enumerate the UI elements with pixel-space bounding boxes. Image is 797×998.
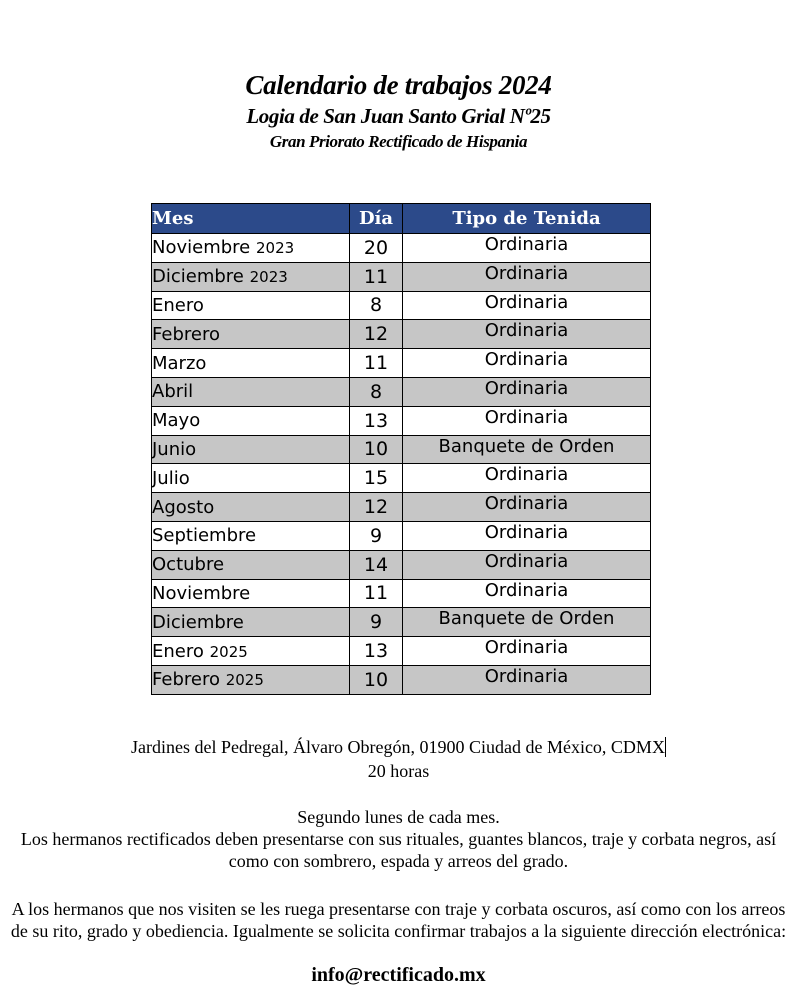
priory-name: Gran Priorato Rectificado de Hispania [269, 132, 528, 151]
month-year: 2025 [209, 642, 248, 661]
cell-tipo: Ordinaria [403, 579, 651, 608]
cell-mes [152, 262, 350, 291]
cell-dia: 10 [350, 435, 403, 464]
month-name: Enero [152, 640, 204, 662]
cell-dia: 12 [350, 320, 403, 349]
table-row [152, 637, 651, 666]
month-year: 2023 [255, 239, 295, 258]
cell-tipo: Ordinaria [403, 637, 651, 666]
cell-mes [152, 464, 350, 493]
table-row [152, 550, 651, 579]
cell-dia: 9 [350, 521, 403, 550]
table-row [152, 665, 651, 694]
cell-dia: 10 [350, 665, 403, 694]
cell-mes [152, 435, 350, 464]
cell-tipo: Ordinaria [403, 234, 651, 263]
requirements-text: Los hermanos rectificados deben presentarse con sus rituales, guantes blancos, traje y corbata negros, así como con sombrero, espada y arreos del grado. [20, 829, 777, 871]
cell-mes [152, 521, 350, 550]
cell-mes [152, 608, 350, 637]
month-name: Enero [152, 294, 204, 316]
cell-tipo: Ordinaria [403, 291, 651, 320]
month-name: Junio [152, 438, 197, 460]
header-dia: Día [350, 204, 403, 234]
cell-mes [152, 550, 350, 579]
cell-mes [152, 320, 350, 349]
cell-tipo: Ordinaria [403, 493, 651, 522]
cell-mes [152, 291, 350, 320]
cell-mes [152, 234, 350, 263]
calendar-table [151, 203, 651, 695]
cell-mes [152, 406, 350, 435]
table-row [152, 377, 651, 406]
cell-mes [152, 665, 350, 694]
table-row [152, 234, 651, 263]
cell-dia: 13 [350, 637, 403, 666]
cell-dia: 15 [350, 464, 403, 493]
document-title: Calendario de trabajos 2024 [245, 70, 552, 100]
cell-tipo: Ordinaria [403, 464, 651, 493]
month-name: Julio [152, 467, 190, 489]
cell-mes [152, 349, 350, 378]
schedule-line: Segundo lunes de cada mes. [297, 807, 500, 827]
cell-mes [152, 377, 350, 406]
table-row [152, 493, 651, 522]
cell-tipo: Ordinaria [403, 262, 651, 291]
cell-mes [152, 637, 350, 666]
hours: 20 horas [367, 761, 430, 781]
address-text: Jardines del Pedregal, Álvaro Obregón, 01900 Ciudad de México, CDMX [131, 737, 665, 757]
cell-dia: 12 [350, 493, 403, 522]
cell-tipo: Ordinaria [403, 521, 651, 550]
table-header-row [152, 204, 651, 234]
table-row [152, 320, 651, 349]
cell-dia: 8 [350, 291, 403, 320]
month-name: Febrero [152, 669, 220, 691]
month-name: Diciembre [152, 611, 244, 633]
month-name: Octubre [152, 554, 225, 576]
cell-dia: 11 [350, 262, 403, 291]
month-year: 2023 [249, 268, 288, 287]
cell-tipo: Ordinaria [403, 320, 651, 349]
table-row [152, 579, 651, 608]
cell-mes [152, 493, 350, 522]
text-cursor [665, 737, 666, 757]
month-name: Marzo [152, 352, 207, 374]
cell-tipo: Banquete de Orden [403, 608, 651, 637]
table-row [152, 608, 651, 637]
table-row [152, 521, 651, 550]
month-name: Noviembre [152, 582, 251, 604]
month-name: Diciembre [152, 266, 244, 288]
cell-tipo: Banquete de Orden [403, 435, 651, 464]
cell-dia: 8 [350, 377, 403, 406]
month-year: 2025 [225, 671, 264, 690]
table-row [152, 291, 651, 320]
visitors-paragraph: A los hermanos que nos visiten se les ruega presentarse con traje y corbata oscuros, así como con los arreos de su rito, grado y obediencia. Igualmente se solicita confirmar trabajos a la siguiente dirección electrónica: [10, 899, 787, 941]
month-name: Mayo [152, 410, 201, 432]
lodge-name: Logia de San Juan Santo Grial Nº25 [246, 104, 551, 128]
month-name: Noviembre [152, 237, 251, 259]
header-tipo: Tipo de Tenida [403, 204, 651, 234]
cell-dia: 14 [350, 550, 403, 579]
cell-dia: 11 [350, 349, 403, 378]
cell-tipo: Ordinaria [403, 550, 651, 579]
cell-dia: 11 [350, 579, 403, 608]
month-name: Febrero [152, 323, 220, 345]
contact-email[interactable]: info@rectificado.mx [311, 964, 486, 986]
table-row [152, 262, 651, 291]
cell-dia: 9 [350, 608, 403, 637]
table-row [152, 435, 651, 464]
header-mes: Mes [152, 204, 350, 234]
table-row [152, 464, 651, 493]
cell-tipo: Ordinaria [403, 406, 651, 435]
month-name: Septiembre [152, 525, 257, 547]
cell-dia: 20 [350, 234, 403, 263]
table-row [152, 406, 651, 435]
month-name: Agosto [152, 496, 215, 518]
cell-dia: 13 [350, 406, 403, 435]
cell-tipo: Ordinaria [403, 377, 651, 406]
table-row [152, 349, 651, 378]
address [0, 736, 797, 758]
cell-tipo: Ordinaria [403, 349, 651, 378]
schedule-paragraph [0, 806, 797, 872]
month-name: Abril [152, 381, 194, 403]
cell-mes [152, 579, 350, 608]
cell-tipo: Ordinaria [403, 665, 651, 694]
